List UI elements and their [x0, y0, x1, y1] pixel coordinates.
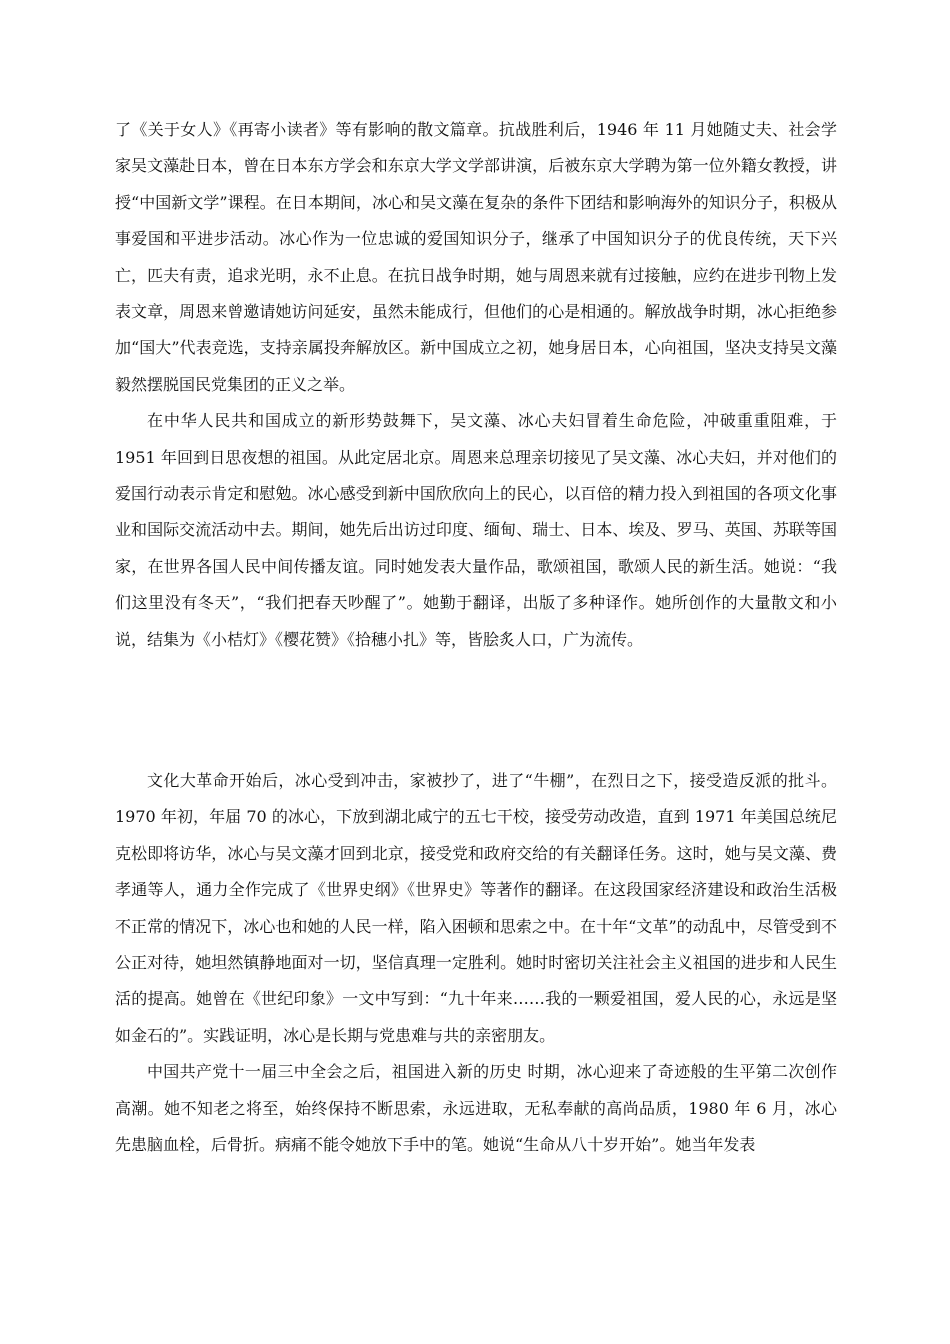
text-block-upper	[115, 112, 837, 658]
paragraph-3: 文化大革命开始后，冰心受到冲击，家被抄了，进了“牛棚”，在烈日之下，接受造反派的批斗。1970 年初，年届 70 的冰心，下放到湖北咸宁的五七干校，接受劳动改造，直到 1971 年美国总统尼克松即将访华，冰心与吴文藻才回到北京，接受党和政府交给的有关翻译任务。这时，她与吴文藻、费孝通等人，通力全作完成了《世界史纲》《世界史》等著作的翻译。在这段国家经济建设和政治生活极不正常的情况下，冰心也和她的人民一样，陷入困顿和思索之中。在十年“文革”的动乱中，尽管受到不公正对待，她坦然镇静地面对一切，坚信真理一定胜利。她时时密切关注社会主义祖国的进步和人民生活的提高。她曾在《世纪印象》一文中写到：“九十年来……我的一颗爱祖国，爱人民的心，永远是坚如金石的”。实践证明，冰心是长期与党患难与共的亲密朋友。	[115, 771, 837, 1045]
paragraph-2: 在中华人民共和国成立的新形势鼓舞下，吴文藻、冰心夫妇冒着生命危险，冲破重重阻难，于 1951 年回到日思夜想的祖国。从此定居北京。周恩来总理亲切接见了吴文藻、冰心夫妇，并对他们的爱国行动表示肯定和慰勉。冰心感受到新中国欣欣向上的民心，以百倍的精力投入到祖国的各项文化事业和国际交流活动中去。期间，她先后出访过印度、缅甸、瑞士、日本、埃及、罗马、英国、苏联等国家，在世界各国人民中间传播友谊。同时她发表大量作品，歌颂祖国，歌颂人民的新生活。她说：“我们这里没有冬天”，“我们把春天吵醒了”。她勤于翻译，出版了多种译作。她所创作的大量散文和小说，结集为《小桔灯》《樱花赞》《拾穗小扎》等，皆脍炙人口，广为流传。	[115, 411, 837, 649]
paragraph-1: 了《关于女人》《再寄小读者》等有影响的散文篇章。抗战胜利后，1946 年 11 月她随丈夫、社会学家吴文藻赴日本，曾在日本东方学会和东京大学文学部讲演，后被东京大学聘为第一位外籍女教授，讲授“中国新文学”课程。在日本期间，冰心和吴文藻在复杂的条件下团结和影响海外的知识分子，积极从事爱国和平进步活动。冰心作为一位忠诚的爱国知识分子，继承了中国知识分子的优良传统，天下兴亡，匹夫有责，追求光明，永不止息。在抗日战争时期，她与周恩来就有过接触，应约在进步刊物上发表文章，周恩来曾邀请她访问延安，虽然未能成行，但他们的心是相通的。解放战争时期，冰心拒绝参加“国大”代表竞选，支持亲属投奔解放区。新中国成立之初，她身居日本，心向祖国，坚决支持吴文藻毅然摆脱国民党集团的正义之举。	[115, 120, 837, 394]
text-block-lower	[115, 763, 837, 1163]
paragraph-4: 中国共产党十一届三中全会之后，祖国进入新的历史 时期，冰心迎来了奇迹般的生平第二次创作高潮。她不知老之将至，始终保持不断思索，永远进取，无私奉献的高尚品质，1980 年 6 月，冰心先患脑血栓，后骨折。病痛不能令她放下手中的笔。她说“生命从八十岁开始”。她当年发表	[115, 1062, 837, 1155]
